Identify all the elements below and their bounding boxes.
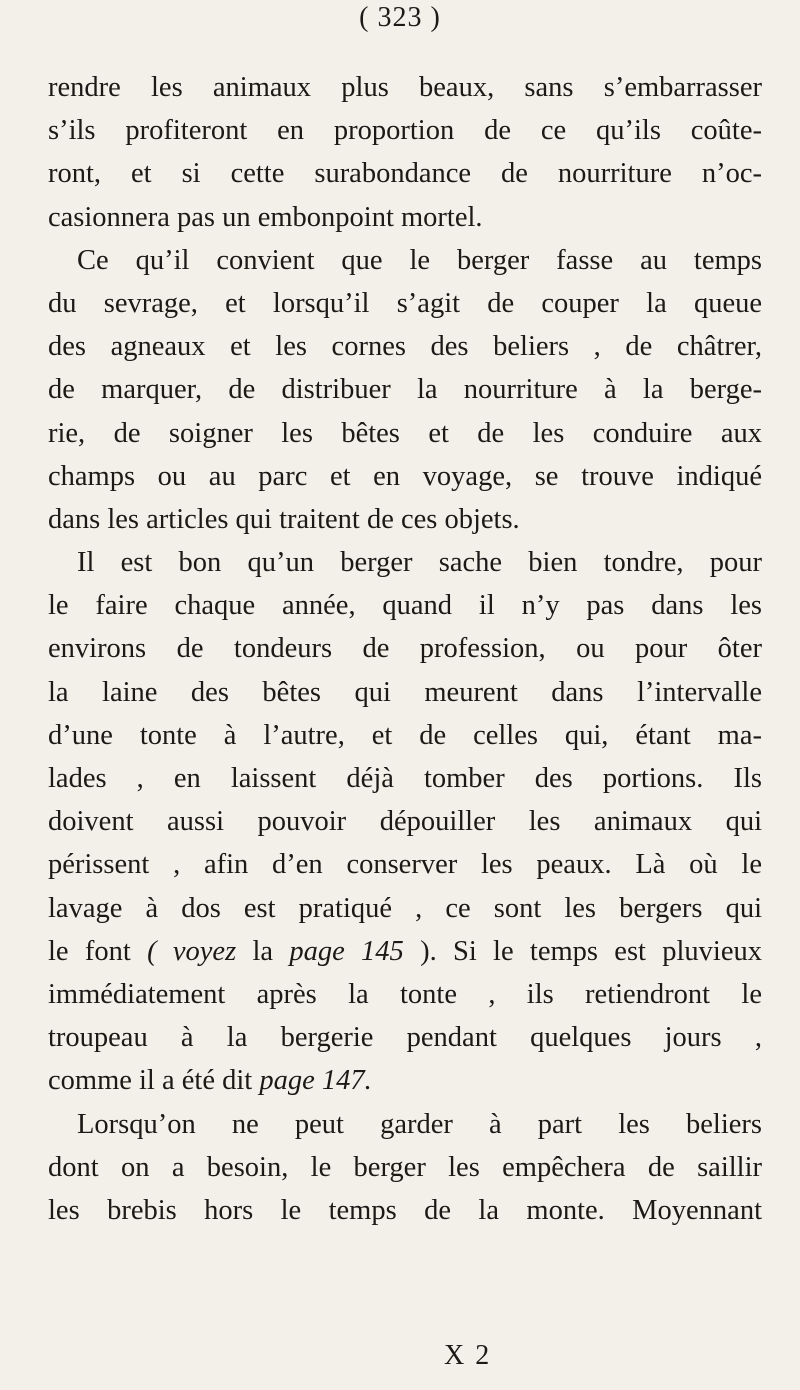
signature-mark: X 2 <box>444 1340 492 1371</box>
text-line <box>48 1059 762 1102</box>
text-line: rie, de soigner les bêtes et de les conduire aux <box>48 417 762 449</box>
text-line: de marquer, de distribuer la nourriture à la berge- <box>48 374 762 406</box>
text-line: des agneaux et les cornes des beliers , de châtrer, <box>48 331 762 363</box>
body-text <box>48 66 762 1232</box>
text-line: Il est bon qu’un berger sache bien tondre, pour <box>77 547 762 579</box>
text-line: immédiatement après la tonte , ils retiendront le <box>48 978 762 1010</box>
text-line: troupeau à la bergerie pendant quelques jours , <box>48 1022 762 1054</box>
text-line: Lorsqu’on ne peut garder à part les beliers <box>77 1108 762 1140</box>
text-line: lades , en laissent déjà tomber des portions. Ils <box>48 763 762 794</box>
text-line: dont on a besoin, le berger les empêchera de saillir <box>48 1151 762 1183</box>
text-segment: comme il a été dit <box>48 1065 260 1097</box>
italic-segment: page 147. <box>259 1065 372 1097</box>
text-segment: le font <box>48 935 148 967</box>
text-line: du sevrage, et lorsqu’il s’agit de couper la queue <box>48 287 762 319</box>
text-line: rendre les animaux plus beaux, sans s’embarrasser <box>48 72 762 103</box>
text-line <box>48 930 762 973</box>
text-line: champs ou au parc et en voyage, se trouve indiqué <box>48 460 762 492</box>
text-line: environs de tondeurs de profession, ou pour ôter <box>48 633 762 665</box>
text-line: périssent , afin d’en conserver les peaux. Là où le <box>48 849 762 881</box>
page-number: ( 323 ) <box>359 2 441 33</box>
text-line: les brebis hors le temps de la monte. Moyennant <box>48 1194 762 1226</box>
text-line: casionnera pas un embonpoint mortel. <box>48 201 483 233</box>
text-line: le faire chaque année, quand il n’y pas dans les <box>48 590 762 622</box>
text-segment: la <box>236 935 290 967</box>
text-line: ront, et si cette surabondance de nourriture n’oc- <box>48 158 762 190</box>
text-line: d’une tonte à l’autre, et de celles qui, étant ma- <box>48 719 762 751</box>
text-line: lavage à dos est pratiqué , ce sont les bergers qui <box>48 892 762 924</box>
text-line: la laine des bêtes qui meurent dans l’intervalle <box>48 676 762 708</box>
text-segment: ). Si le temps est pluvieux <box>403 935 762 967</box>
italic-segment: ( voyez <box>147 935 237 967</box>
text-line: Ce qu’il convient que le berger fasse au temps <box>77 244 762 276</box>
text-line: doivent aussi pouvoir dépouiller les animaux qui <box>48 806 762 838</box>
italic-segment: page 145 <box>289 935 404 967</box>
text-line: s’ils profiteront en proportion de ce qu’ils coûte- <box>48 115 762 147</box>
text-line: dans les articles qui traitent de ces objets. <box>48 503 520 535</box>
